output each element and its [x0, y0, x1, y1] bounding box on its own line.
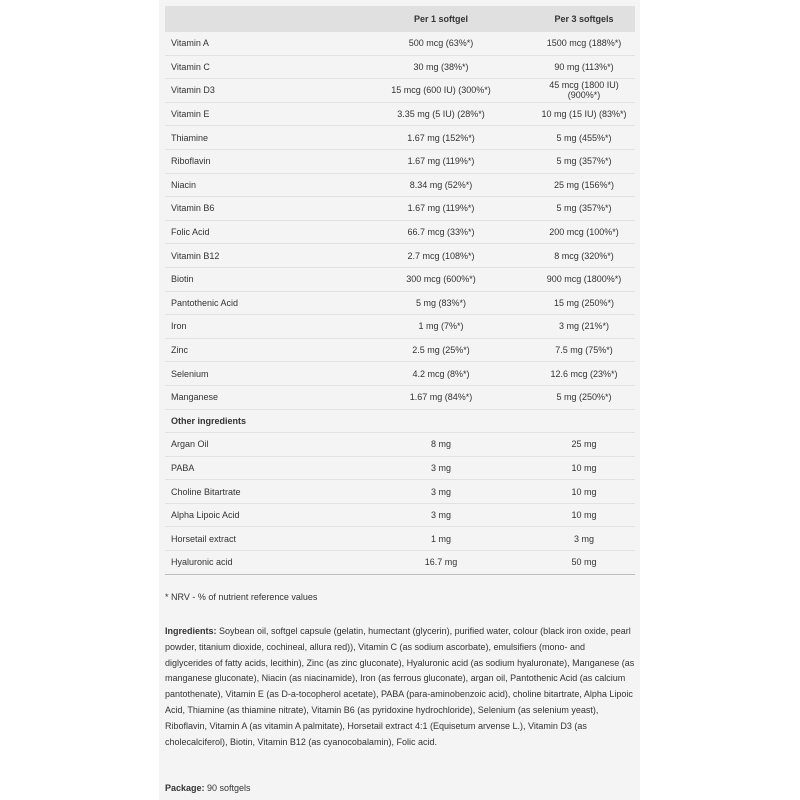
per-1-value: 1.67 mg (152%*) [349, 126, 533, 150]
table-row [165, 480, 635, 504]
other-ingredients-header-row [165, 409, 635, 433]
ingredient-name: Argan Oil [165, 433, 349, 457]
table-header-row [165, 6, 635, 32]
nrv-footnote: * NRV - % of nutrient reference values [165, 592, 318, 602]
package-text: 90 softgels [204, 783, 251, 793]
per-3-value: 900 mcg (1800%*) [533, 267, 635, 291]
table-row [165, 102, 635, 126]
nutrient-name: Folic Acid [165, 220, 349, 244]
table-row [165, 315, 635, 339]
per-1-value: 3 mg [349, 456, 533, 480]
per-3-value: 7.5 mg (75%*) [533, 338, 635, 362]
per-1-value: 2.7 mcg (108%*) [349, 244, 533, 268]
per-1-value: 500 mcg (63%*) [349, 32, 533, 55]
table-row [165, 55, 635, 79]
nutrient-name: Vitamin C [165, 55, 349, 79]
nutrient-name: Niacin [165, 173, 349, 197]
nutrient-name: Vitamin A [165, 32, 349, 55]
per-3-value: 5 mg (357%*) [533, 197, 635, 221]
per-1-value: 2.5 mg (25%*) [349, 338, 533, 362]
per-3-value: 3 mg [533, 527, 635, 551]
per-3-value: 15 mg (250%*) [533, 291, 635, 315]
nutrient-name: Thiamine [165, 126, 349, 150]
per-1-value: 1.67 mg (119%*) [349, 197, 533, 221]
per-3-value: 25 mg (156%*) [533, 173, 635, 197]
table-row [165, 220, 635, 244]
per-1-value: 1 mg (7%*) [349, 315, 533, 339]
ingredient-name: PABA [165, 456, 349, 480]
table-row [165, 267, 635, 291]
table-row [165, 385, 635, 409]
nutrient-name: Riboflavin [165, 149, 349, 173]
table-row [165, 244, 635, 268]
per-1-value: 30 mg (38%*) [349, 55, 533, 79]
nutrient-name: Biotin [165, 267, 349, 291]
per-1-value: 1.67 mg (119%*) [349, 149, 533, 173]
nutrient-name: Selenium [165, 362, 349, 386]
table-row [165, 32, 635, 55]
nutrient-name: Manganese [165, 385, 349, 409]
nutrient-name: Vitamin B6 [165, 197, 349, 221]
per-1-value: 16.7 mg [349, 551, 533, 575]
table-row [165, 338, 635, 362]
nutrition-table [165, 6, 635, 575]
header-per-1-softgel: Per 1 softgel [349, 6, 533, 32]
table-row [165, 197, 635, 221]
per-1-value: 1 mg [349, 527, 533, 551]
table-row [165, 149, 635, 173]
ingredients-label: Ingredients: [165, 626, 217, 636]
ingredient-name: Hyaluronic acid [165, 551, 349, 575]
table-row [165, 79, 635, 103]
table-row [165, 551, 635, 575]
per-3-value: 10 mg [533, 480, 635, 504]
per-3-value: 1500 mcg (188%*) [533, 32, 635, 55]
per-1-value: 4.2 mcg (8%*) [349, 362, 533, 386]
nutrient-name: Zinc [165, 338, 349, 362]
table-row [165, 362, 635, 386]
per-3-value: 3 mg (21%*) [533, 315, 635, 339]
table-row [165, 291, 635, 315]
package-label: Package: [165, 783, 205, 793]
table-row [165, 527, 635, 551]
per-1-value: 3 mg [349, 480, 533, 504]
nutrient-name: Pantothenic Acid [165, 291, 349, 315]
per-1-value: 300 mcg (600%*) [349, 267, 533, 291]
per-3-value: 5 mg (455%*) [533, 126, 635, 150]
per-3-value: 50 mg [533, 551, 635, 575]
nutrient-name: Vitamin D3 [165, 79, 349, 103]
ingredient-name: Alpha Lipoic Acid [165, 503, 349, 527]
header-name [165, 6, 349, 32]
per-1-value: 66.7 mcg (33%*) [349, 220, 533, 244]
nutrient-name: Vitamin E [165, 102, 349, 126]
per-3-value: 45 mcg (1800 IU) (900%*) [533, 79, 635, 103]
other-ingredients-title: Other ingredients [165, 409, 635, 433]
ingredients-text: Soybean oil, softgel capsule (gelatin, humectant (glycerin), purified water, colour (black iron oxide, pearl powder, titanium dioxide, cochineal, allura red)), Vitamin C (as sodium ascorbate), emulsifiers (mono- and diglycerides of fatty acids, lecithin), Zinc (as zinc gluconate), Hyaluronic acid (as sodium hyaluronate), Manganese (as manganese gluconate), Niacin (as niacinamide), Iron (as ferrous gluconate), argan oil, Pantothenic Acid (as calcium pantothenate), Vitamin E (as D-a-tocopherol acetate), PABA (para-aminobenzoic acid), choline bitartrate, Alpha Lipoic Acid, Thiamine (as thiamine nitrate), Vitamin B6 (as pyridoxine hydrochloride), Selenium (as selenium yeast), Riboflavin, Vitamin A (as vitamin A palmitate), Horsetail extract 4:1 (Equisetum arvense L.), Vitamin D3 (as cholecalciferol), Biotin, Vitamin B12 (as cyanocobalamin), Folic acid. [165, 626, 635, 747]
ingredient-name: Horsetail extract [165, 527, 349, 551]
per-1-value: 8 mg [349, 433, 533, 457]
nutrition-table-container [165, 6, 635, 575]
per-3-value: 12.6 mcg (23%*) [533, 362, 635, 386]
per-3-value: 8 mcg (320%*) [533, 244, 635, 268]
table-row [165, 503, 635, 527]
per-3-value: 10 mg [533, 456, 635, 480]
per-1-value: 1.67 mg (84%*) [349, 385, 533, 409]
nutrient-name: Iron [165, 315, 349, 339]
table-row [165, 456, 635, 480]
per-3-value: 5 mg (250%*) [533, 385, 635, 409]
table-row [165, 173, 635, 197]
per-1-value: 8.34 mg (52%*) [349, 173, 533, 197]
per-1-value: 3 mg [349, 503, 533, 527]
ingredients-paragraph [165, 624, 635, 750]
per-1-value: 5 mg (83%*) [349, 291, 533, 315]
per-1-value: 15 mcg (600 IU) (300%*) [349, 79, 533, 103]
per-3-value: 10 mg (15 IU) (83%*) [533, 102, 635, 126]
header-per-3-softgels: Per 3 softgels [533, 6, 635, 32]
per-1-value: 3.35 mg (5 IU) (28%*) [349, 102, 533, 126]
per-3-value: 200 mcg (100%*) [533, 220, 635, 244]
per-3-value: 25 mg [533, 433, 635, 457]
table-row [165, 433, 635, 457]
table-row [165, 126, 635, 150]
package-line [165, 783, 251, 793]
per-3-value: 10 mg [533, 503, 635, 527]
nutrient-name: Vitamin B12 [165, 244, 349, 268]
per-3-value: 5 mg (357%*) [533, 149, 635, 173]
ingredient-name: Choline Bitartrate [165, 480, 349, 504]
per-3-value: 90 mg (113%*) [533, 55, 635, 79]
